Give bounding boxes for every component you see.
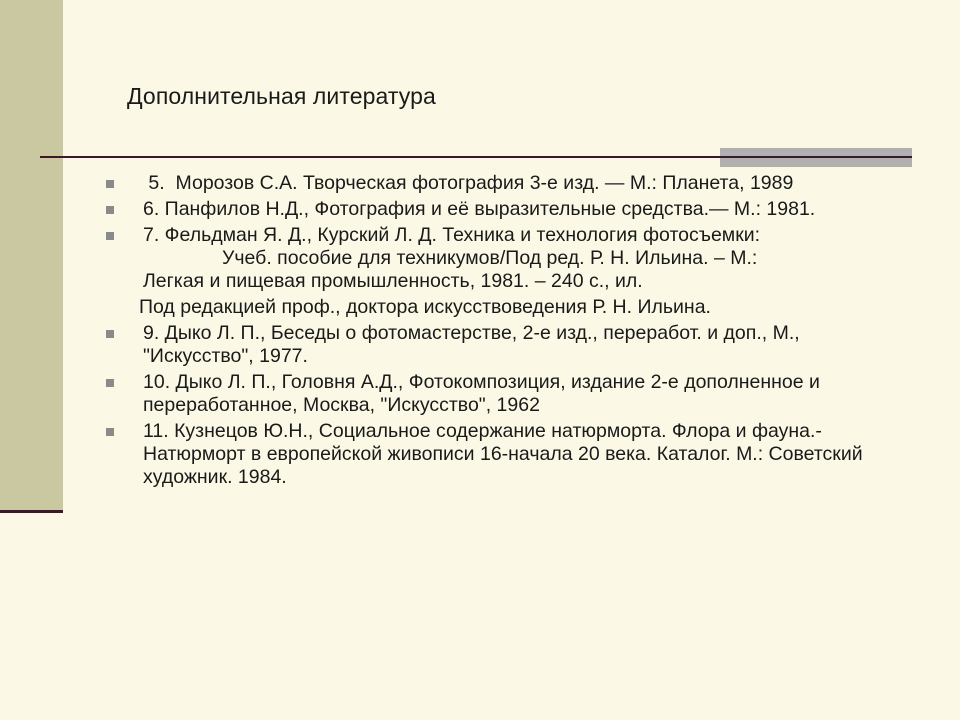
list-item-text: 10. Дыко Л. П., Головня А.Д., Фотокомпозиция, издание 2-е дополненное и переработанное, Москва, "Искусство", 1962 (143, 371, 820, 416)
bullet-square-icon (106, 330, 114, 338)
list-item (106, 198, 896, 221)
bullet-square-icon (106, 428, 114, 436)
bullet-square-icon (106, 232, 114, 240)
list-item-text: 6. Панфилов Н.Д., Фотография и её выразительные средства.— М.: 1981. (143, 198, 816, 220)
bullet-square-icon (106, 206, 114, 214)
list-item (106, 371, 896, 417)
slide-title: Дополнительная литература (127, 83, 436, 109)
title-rule-accent-line (720, 156, 912, 158)
list-item-text: Под редакцией проф., доктора искусствоведения Р. Н. Ильина. (139, 296, 711, 318)
bullet-square-icon (106, 379, 114, 387)
list-item (106, 224, 896, 293)
list-item-text: 5. Морозов С.А. Творческая фотография 3-е изд. — М.: Планета, 1989 (143, 172, 794, 194)
list-item-text: 9. Дыко Л. П., Беседы о фотомастерстве, 2-е изд., переработ. и доп., М., "Искусство", 1977. (143, 322, 800, 367)
list-item-text: 11. Кузнецов Ю.Н., Социальное содержание натюрморта. Флора и фауна.- Натюрморт в европейской живописи 16-начала 20 века. Каталог. М.: Советский художник. 1984. (143, 420, 863, 488)
list-item-text-continued: Учеб. пособие для техникумов/Под ред. Р. Н. Ильина. – М.: (222, 247, 758, 269)
list-item-text: 7. Фельдман Я. Д., Курский Л. Д. Техника и технология фотосъемки: (143, 224, 761, 246)
side-band-divider (0, 510, 63, 513)
list-item (106, 322, 896, 368)
bullet-square-icon (106, 180, 114, 188)
list-item-text-continued: Легкая и пищевая промышленность, 1981. – 240 с., ил. (143, 270, 643, 292)
list-item-note (106, 296, 896, 319)
side-band (0, 0, 63, 512)
reference-list (106, 172, 896, 492)
list-item (106, 172, 896, 195)
list-item (106, 420, 896, 489)
